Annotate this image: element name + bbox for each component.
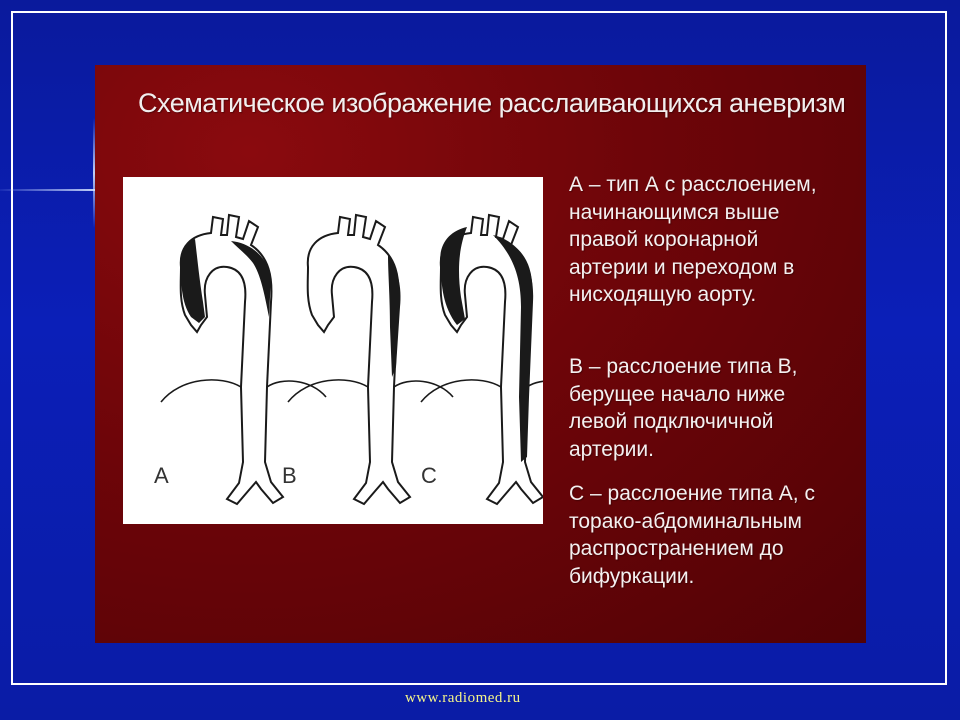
description-line: артерии и переходом в — [569, 255, 795, 279]
description-line: А – тип А с расслоением, — [569, 173, 817, 196]
description-line: бифуркации. — [569, 564, 695, 588]
diagram-svg — [123, 177, 543, 524]
footer-website-link[interactable]: www.radiomed.ru — [405, 690, 521, 706]
slide-title: Схематическое изображение расслаивающихся аневризм — [138, 88, 846, 118]
description-line: торако-абдоминальным — [569, 509, 802, 533]
figure-label-c: C — [421, 463, 437, 488]
description-line: левой подключичной — [569, 410, 774, 433]
aorta-type-c — [421, 215, 543, 504]
decorative-glow-line — [0, 189, 95, 191]
description-line: В – расслоение типа В, — [569, 355, 798, 378]
description-line: начинающимся выше — [569, 200, 780, 224]
figure-label-b: B — [282, 463, 297, 488]
description-line: правой коронарной — [569, 228, 759, 251]
description-line: артерии. — [569, 437, 654, 461]
description-line: нисходящую аорту. — [569, 283, 757, 306]
description-type-a — [569, 171, 849, 309]
figure-label-a: A — [154, 463, 169, 488]
description-type-c — [569, 480, 849, 590]
description-line: распространением до — [569, 537, 784, 560]
description-type-b — [569, 353, 849, 463]
description-line: берущее начало ниже — [569, 382, 786, 406]
description-line: С – расслоение типа А, с — [569, 482, 815, 505]
aorta-type-b — [288, 215, 453, 504]
aorta-type-a — [161, 215, 326, 504]
aortic-dissection-diagram — [123, 177, 543, 524]
